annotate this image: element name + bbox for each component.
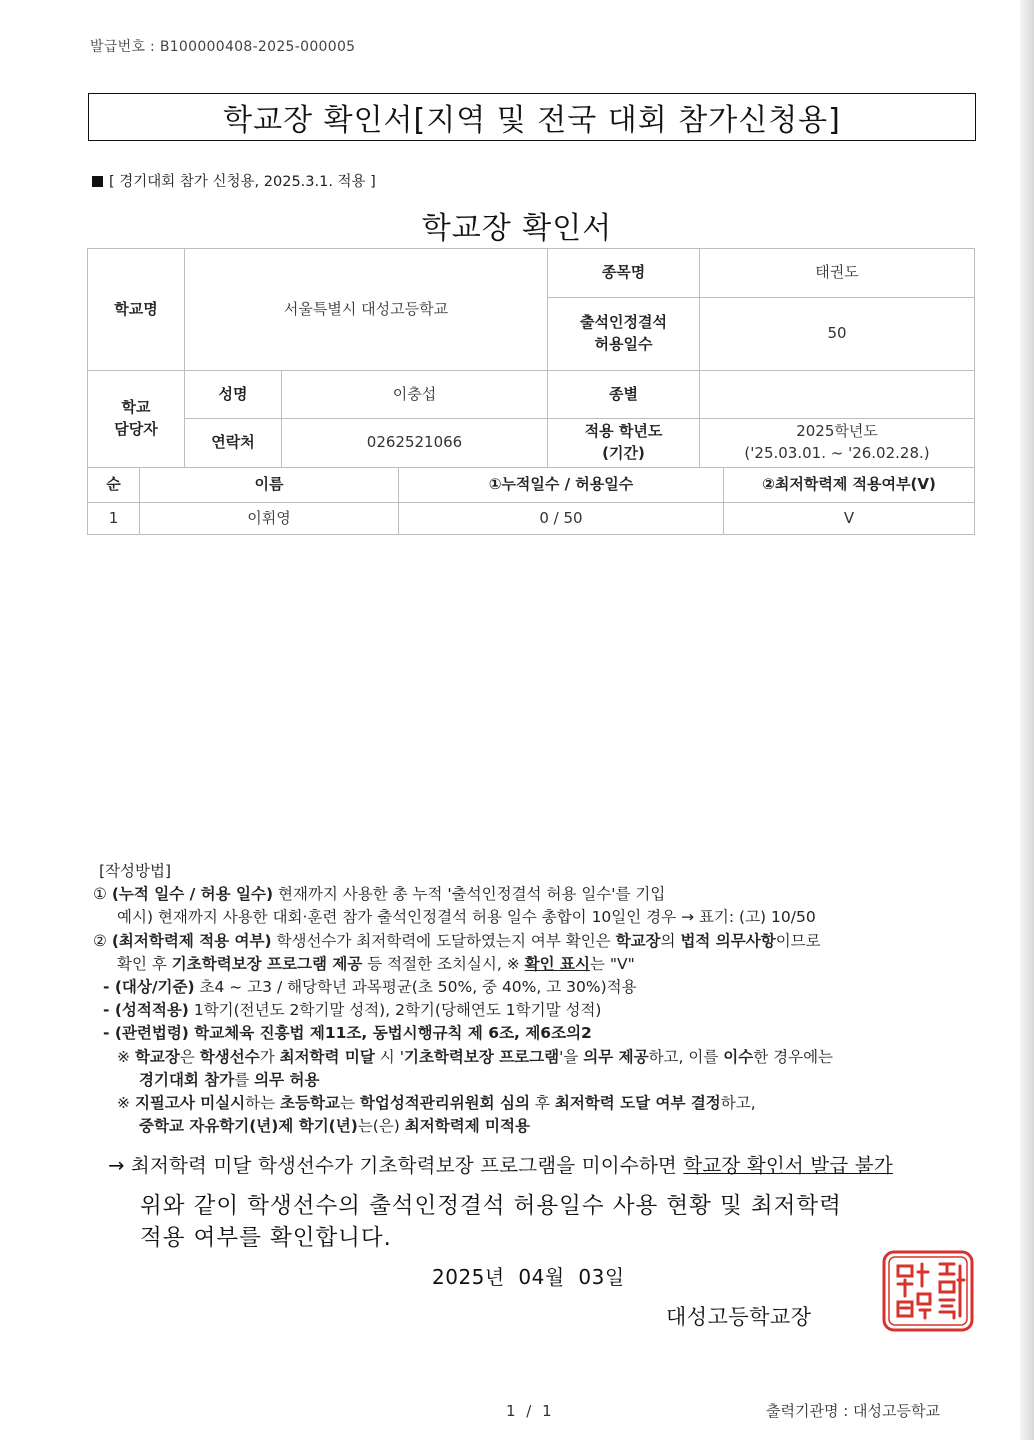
n2-b: 지필고사 미실시 [134,1094,246,1113]
row-days: 0 / 50 [399,503,724,535]
school-label: 학교명 [88,249,185,371]
writing-method [93,860,993,1138]
year-label-line2: (기간) [602,444,645,462]
n2-c: 하는 [245,1094,276,1113]
absence-label-line2: 허용일수 [594,335,653,353]
n1-c: 은 [179,1047,195,1066]
n1-f: 최저학력 미달 [279,1047,375,1066]
table-row [88,503,975,535]
confirm-line-1: 위와 같이 학생선수의 출석인정결석 허용일수 사용 현황 및 최저학력 [140,1193,842,1219]
detail-law [93,1022,993,1045]
absence-days-label [548,298,700,371]
circled-one: ① [93,885,107,904]
year-value-line1: 2025학년도 [796,422,878,441]
detail-target [93,976,993,999]
n1-j: 의무 제공 [583,1047,649,1066]
n1-m: 한 경우에는 [753,1047,834,1066]
sport-label: 종목명 [548,249,700,298]
method-2-bold-d: 법적 의무사항 [680,931,776,950]
detail-target-title: - (대상/기준) [103,978,195,997]
athlete-table [87,467,975,535]
n1-h: 기초학력보장 프로그램 [403,1047,560,1066]
circled-two: ② [93,931,107,950]
school-year-value [700,419,975,468]
col-header-number: 순 [88,468,140,503]
gender-value [700,371,975,419]
method-2-title: (최저학력제 적용 여부) [111,931,272,950]
n1b-b: 를 [234,1070,250,1089]
confirm-line-2: 적용 여부를 확인합니다. [140,1225,392,1251]
note-mark: ※ [117,1047,130,1066]
col-header-days: ①누적일수 / 허용일수 [399,468,724,503]
col-header-min-academic: ②최저학력제 적용여부(V) [724,468,975,503]
athlete-table-header [88,468,975,503]
note-1 [93,1046,993,1069]
n2b-a: 중학교 자유학기(년)제 학기(년) [139,1117,358,1136]
main-title: 학교장 확인서[지역 및 전국 대회 참가신청용] [88,93,976,141]
printing-institution: 출력기관명 : 대성고등학교 [766,1402,940,1420]
col-header-name: 이름 [140,468,399,503]
note-2-cont [93,1115,993,1138]
n1-b: 학교장 [134,1047,180,1066]
row-min-academic: V [724,503,975,535]
method-item-2 [93,930,993,953]
detail-target-text: 초4 ~ 고3 / 해당학년 과목평균(초 50%, 중 40%, 고 30%)적용 [199,978,637,997]
row-number: 1 [88,503,140,535]
n1-e: 가 [259,1047,275,1066]
n1-d: 학생선수 [199,1047,260,1066]
detail-law-text: - (관련법령) 학교체육 진흥법 제11조, 동법시행규칙 제 6조, 제6조의2 [103,1024,592,1043]
absence-label-line1: 출석인정결석 [580,313,667,332]
manager-label-line1: 학교 [121,398,151,417]
n2-d: 초등학교 [280,1094,340,1113]
method-2-text-e: 이므로 [775,931,821,950]
detail-grade-title: - (성적적용) [103,1001,189,1020]
name-label: 성명 [185,371,282,419]
form-tag-text: [ 경기대회 참가 신청용, 2025.3.1. 적용 ] [109,174,376,190]
document-title: 학교장 확인서 [421,211,613,246]
method-2b-bold-b: 기초학력보장 프로그램 제공 [171,954,363,973]
n2-g: 후 [534,1094,550,1113]
method-1-text: 현재까지 사용한 총 누적 '출석인정결석 허용 일수'를 기입 [277,885,666,904]
principal-title: 대성고등학교장 [666,1305,812,1329]
year-value-line2: ('25.03.01. ~ '26.02.28.) [744,444,930,462]
warning-text: → 최저학력 미달 학생선수가 기초학력보장 프로그램을 미이수하면 [108,1154,684,1177]
name-value: 이충섭 [282,371,548,419]
note-2 [93,1092,993,1115]
square-bullet-icon [92,176,103,187]
warning-line [108,1150,893,1178]
n1-g: 시 ' [379,1047,404,1066]
manager-label [88,371,185,468]
info-table [87,248,975,468]
contact-label: 연락처 [185,419,282,468]
manager-label-line2: 담당자 [114,420,158,438]
n2-h: 최저학력 도달 여부 결정 [554,1094,721,1113]
form-tag [92,170,376,191]
n1b-a: 경기대회 참가 [139,1070,235,1089]
n2-f: 학업성적관리위원회 심의 [359,1094,530,1113]
detail-grade-text: 1학기(전년도 2학기말 성적), 2학기(당해연도 1학기말 성적) [193,1001,602,1020]
contact-value: 0262521066 [282,419,548,468]
detail-grade [93,999,993,1022]
n1-l: 이수 [723,1047,754,1066]
page-number: 1 / 1 [506,1402,555,1420]
school-year-label [548,419,700,468]
row-name: 이휘영 [140,503,399,535]
method-item-1-example: 예시) 현재까지 사용한 대회·훈련 참가 출석인정결석 허용 일수 총합이 10일인 경우 → 표기: (고) 10/50 [117,908,816,927]
n2-i: 하고, [720,1094,756,1113]
method-1-title: (누적 일수 / 허용 일수) [111,885,274,904]
gender-label: 종별 [548,371,700,419]
confirmation-statement [140,1190,842,1254]
method-heading: [작성방법] [99,862,171,880]
note-mark: ※ [117,1094,130,1113]
note-1-cont [93,1069,993,1092]
n1-i: '을 [559,1047,579,1066]
n2b-c: 최저학력제 미적용 [404,1117,530,1136]
warning-underlined: 학교장 확인서 발급 불가 [683,1154,893,1177]
n1b-c: 의무 허용 [254,1070,320,1089]
year-label-line1: 적용 학년도 [584,422,663,441]
issue-date: 2025년 04월 03일 [432,1265,625,1289]
method-item-1 [93,883,993,906]
method-2b-text-a: 확인 후 [117,954,167,973]
n1-k: 하고, 이를 [648,1047,719,1066]
school-value: 서울특별시 대성고등학교 [185,249,548,371]
n2-e: 는 [339,1094,355,1113]
method-2b-text-e: 는 "V" [589,954,635,973]
n2b-b: 는(은) [357,1117,400,1136]
absence-days-value: 50 [700,298,975,371]
method-2-text-a: 학생선수가 최저학력에 도달하였는지 여부 확인은 [276,931,611,950]
sport-value: 태권도 [700,249,975,298]
method-2-text-c: 의 [660,931,676,950]
method-2-bold-b: 학교장 [615,931,661,950]
issue-number: 발급번호 : B100000408-2025-000005 [90,39,356,55]
official-seal-stamp [882,1250,974,1332]
method-2b-text-c: 등 적절한 조치실시, ※ [367,954,520,973]
method-2b-bold-d: 확인 표시 [524,954,590,973]
method-item-2-cont [93,953,993,976]
